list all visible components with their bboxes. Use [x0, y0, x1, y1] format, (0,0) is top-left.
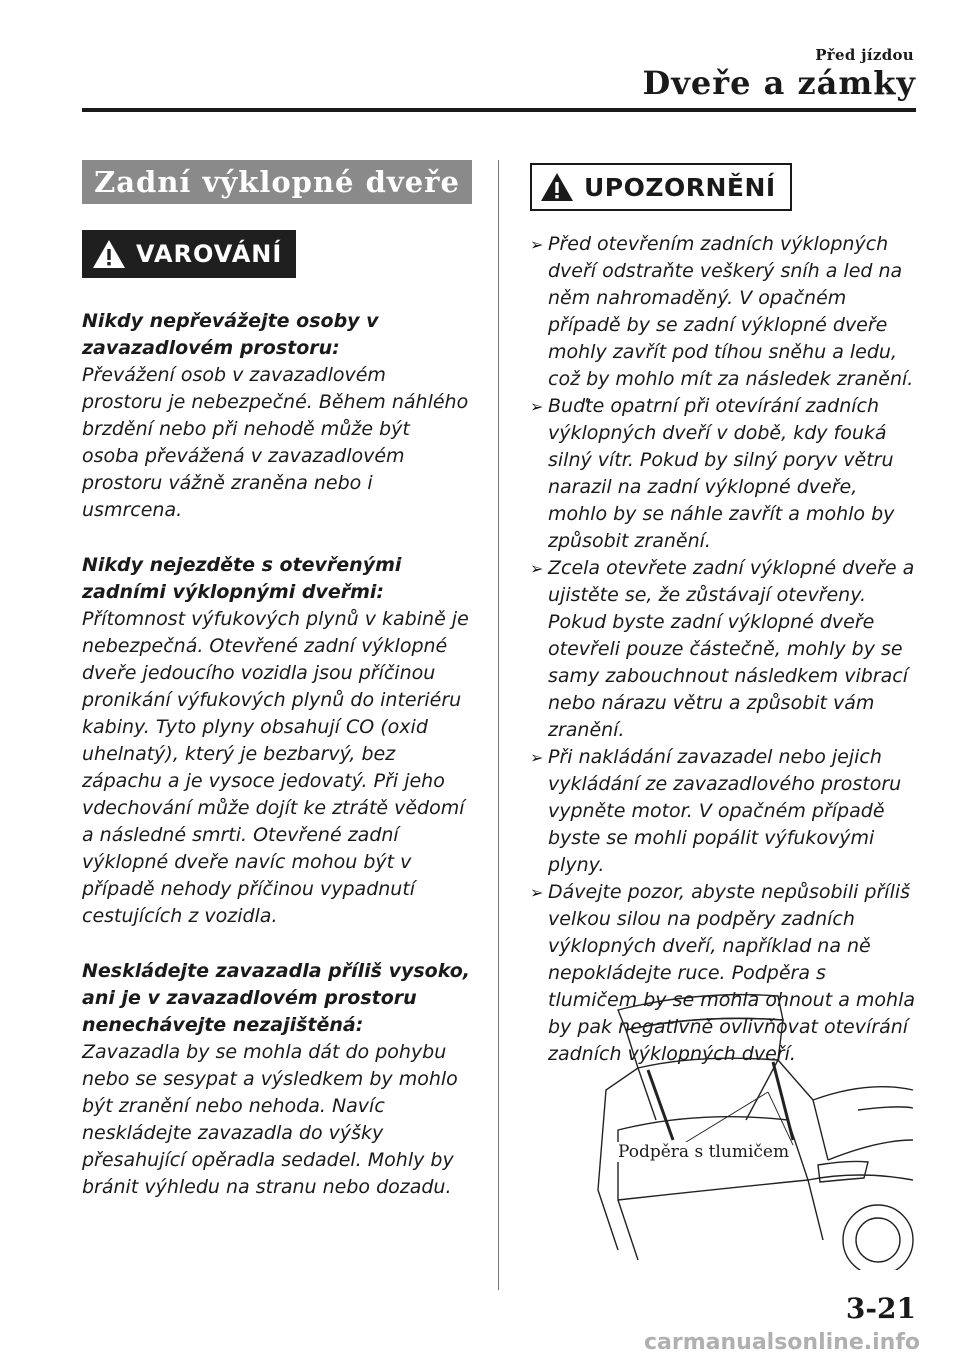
warning-paragraph — [82, 308, 472, 524]
bullet-arrow-icon: ➢ — [530, 559, 544, 578]
page-number: 3-21 — [845, 1292, 916, 1325]
strut-callout-label: Podpěra s tlumičem — [618, 1142, 790, 1162]
bullet-arrow-icon: ➢ — [530, 235, 544, 254]
section-title: Zadní výklopné dveře — [82, 160, 472, 204]
left-column — [82, 160, 472, 1201]
bullet-arrow-icon: ➢ — [530, 748, 544, 767]
warning-heading: Nikdy nejezděte s otevřenými zadními výklopnými dveřmi: — [82, 554, 402, 603]
list-item: ➢ Před otevřením zadních výklopných dveří odstraňte veškerý sníh a led na něm nahromaděný. V opačném případě by se zadní výklopné dveře mohly zavřít pod tíhou sněhu a ledu, což by mohlo mít za následek zranění. — [530, 233, 914, 390]
list-item: ➢ Zcela otevřete zadní výklopné dveře a ujistěte se, že zůstávají otevřeny. Pokud byste zadní výklopné dveře otevřeli pouze částečně, mohly by se samy zabouchnout následkem vibrací nebo nárazu větru a způsobit vám zranění. — [530, 557, 915, 741]
page-title: Dveře a zámky — [642, 64, 916, 102]
header-rule — [82, 108, 916, 112]
warning-paragraph — [82, 552, 472, 930]
warning-heading: Neskládejte zavazadla příliš vysoko, ani je v zavazadlovém prostoru nenechávejte nezajištěná: — [82, 960, 470, 1036]
warning-text: Přítomnost výfukových plynů v kabině je nebezpečná. Otevřené zadní výklopné dveře jedoucího vozidla jsou příčinou pronikání výfukových plynů do interiéru kabiny. Tyto plyny obsahují CO (oxid uhelnatý), který je bezbarvý, bez zápachu a je vysoce jedovatý. Při jeho vdechování může dojít ke ztrátě vědomí a následné smrti. Otevřené zadní výklopné dveře navíc mohou být v případě nehody příčinou vypadnutí cestujících z vozidla. — [82, 608, 469, 927]
watermark: carmanualsonline.info — [644, 1330, 920, 1355]
column-divider — [498, 160, 499, 1290]
warning-triangle-icon — [92, 239, 126, 269]
list-item: ➢ Při nakládání zavazadel nebo jejich vykládání ze zavazadlového prostoru vypněte motor. V opačném případě byste se mohli popálit výfukovými plyny. — [530, 746, 902, 876]
caution-list — [530, 231, 920, 1068]
right-column — [530, 163, 920, 1068]
caution-triangle-icon — [540, 172, 574, 202]
list-item: ➢ Buďte opatrní při otevírání zadních výklopných dveří v době, kdy fouká silný vítr. Pokud by silný poryv větru narazil na zadní výklopné dveře, mohlo by se náhle zavřít a mohlo by způsobit zranění. — [530, 395, 895, 552]
bullet-arrow-icon: ➢ — [530, 397, 544, 416]
caution-label: UPOZORNĚNÍ — [584, 172, 776, 202]
tailgate-illustration — [578, 990, 918, 1270]
warning-text: Převážení osob v zavazadlovém prostoru je nebezpečné. Během náhlého brzdění nebo při nehodě může být osoba převážená v zavazadlovém prostoru vážně zraněna nebo i usmrcena. — [82, 364, 469, 521]
warning-text: Zavazadla by se mohla dát do pohybu nebo se sesypat a výsledkem by mohlo být zranění nebo nehoda. Navíc neskládejte zavazadla do výšky přesahující opěradla sedadel. Mohly by bránit výhledu na stranu nebo dozadu. — [82, 1041, 458, 1198]
chapter-label: Před jízdou — [815, 46, 914, 64]
bullet-arrow-icon: ➢ — [530, 883, 544, 902]
caution-banner — [530, 163, 792, 211]
warning-label: VAROVÁNÍ — [136, 240, 283, 268]
warning-banner — [82, 230, 296, 278]
list-item: ➢ Dávejte pozor, abyste nepůsobili příliš velkou silou na podpěry zadních výklopných dveří, například na ně nepokládejte ruce. Podpěra s tlumičem by se mohla ohnout a mohla by pak negativně ovlivňovat otevírání zadních výklopných dveří. — [530, 881, 915, 1065]
warning-heading: Nikdy nepřevážejte osoby v zavazadlovém prostoru: — [82, 310, 379, 359]
warning-paragraph — [82, 958, 472, 1201]
